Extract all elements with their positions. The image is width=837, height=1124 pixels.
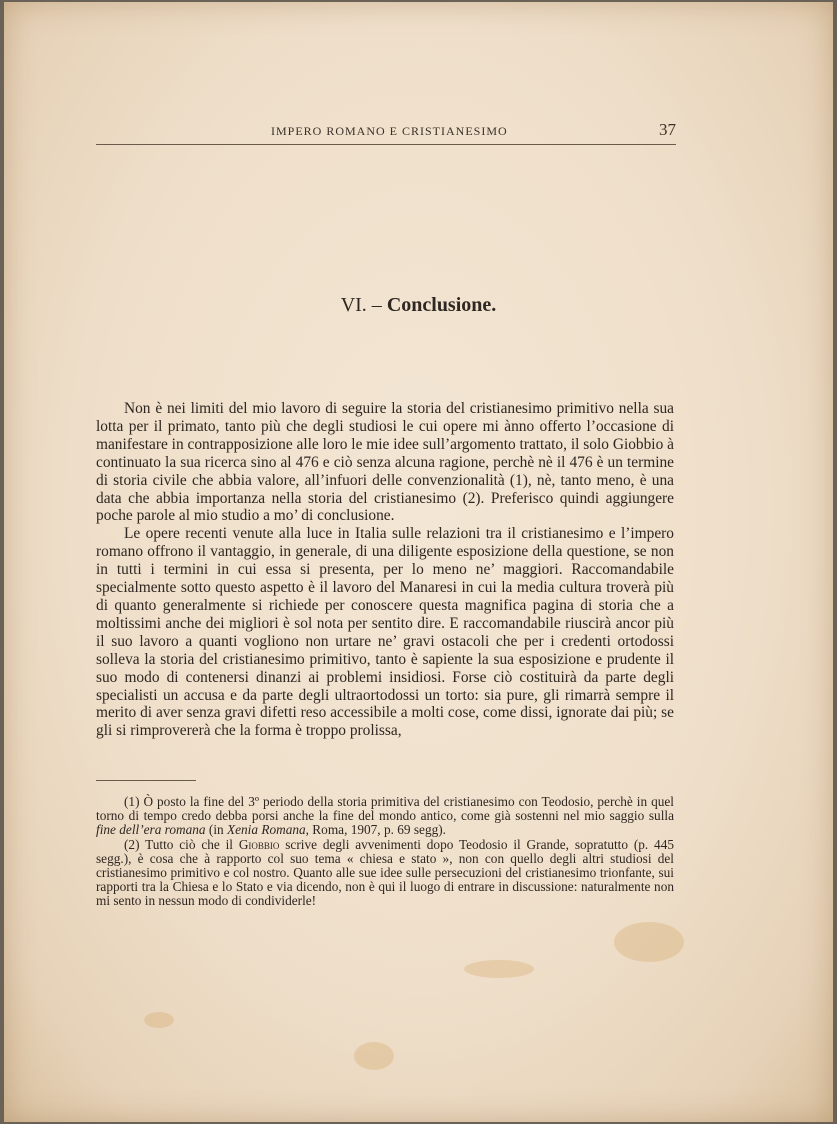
running-title: IMPERO ROMANO E CRISTIANESIMO — [271, 124, 508, 138]
body-text — [96, 400, 674, 740]
page-header — [96, 120, 676, 145]
footnote-1: (1) Ò posto la fine del 3º periodo della storia primitiva del cristianesimo con Teodosio, perchè in quel torno di tempo credo debba porsi anche la fine del mondo antico, come già sostenni nel mio saggio sulla fine dell’era romana (in Xenia Romana, Roma, 1907, p. 69 segg). — [96, 794, 674, 838]
paper-stain — [614, 922, 684, 962]
chapter-title: Conclusione. — [386, 294, 497, 316]
paper-stain — [464, 960, 534, 978]
paragraph: Le opere recenti venute alla luce in Italia sulle relazioni tra il cristianesimo e l’impero romano offrono il vantaggio, in generale, di una diligente esposizione della questione, se non in tutti i termini in cui essa si presenta, per lo meno ne’ maggiori. Raccomandabile specialmente sotto questo aspetto è il lavoro del Manaresi in cui la media cultura troverà più di quanto generalmente si richiede per conoscere questa magnifica pagina di storia che a moltissimi anche dei migliori è sol nota per sentito dire. E raccomandabile riuscirà ancor più il suo lavoro a quanti vogliono non urtare ne’ gravi ostacoli che per i credenti ortodossi solleva la storia del cristianesimo primitivo, tanto è sapiente la sua esposizione e prudente il suo modo di contenersi dinanzi ai problemi insidiosi. Forse ciò costituirà da parte degli specialisti un accusa e da parte degli ultraortodossi un torto: sia pure, gli rimarrà sempre il merito di aver senza gravi difetti reso accessibile a molti cose, come dissi, ignorate dai più; se gli si rimprovererà che la forma è troppo prolissa, — [96, 525, 674, 740]
page-number: 37 — [659, 120, 676, 139]
chapter-heading — [4, 294, 833, 317]
footnotes — [96, 795, 674, 909]
paper-stain — [144, 1012, 174, 1028]
book-page — [4, 2, 833, 1122]
paper-stain — [354, 1042, 394, 1070]
footnote-2: (2) Tutto ciò che il Giobbio scrive degli avvenimenti dopo Teodosio il Grande, sopratutto (p. 445 segg.), è cosa che à rapporto col suo tema « chiesa e stato », non con quello degli altri studiosi del cristianesimo primitivo e col nostro. Quanto alle sue idee sulle persecuzioni del cristianesimo trionfante, sui rapporti tra la Chiesa e lo Stato e via dicendo, non è qui il luogo di entrare in discussione: naturalmente non mi sento in nessun modo di condividerle! — [96, 836, 674, 909]
paragraph: Non è nei limiti del mio lavoro di seguire la storia del cristianesimo primitivo nella sua lotta per il primato, tanto più che degli studiosi le cui opere mi ànno offerto l’occasione di manifestare in contrapposizione alle loro le mie idee sull’argomento trattato, il solo Giobbio à continuato la sua ricerca sino al 476 e ciò senza alcuna ragione, perchè nè il 476 è un termine di storia civile che abbia valore, all’infuori delle convenzionalità (1), nè, tanto meno, è una data che abbia importanza nella storia del cristianesimo (2). Preferisco quindi aggiungere poche parole al mio studio a mo’ di conclusione. — [96, 400, 674, 525]
chapter-number: VI. – — [340, 294, 382, 316]
footnote-rule — [96, 780, 196, 781]
